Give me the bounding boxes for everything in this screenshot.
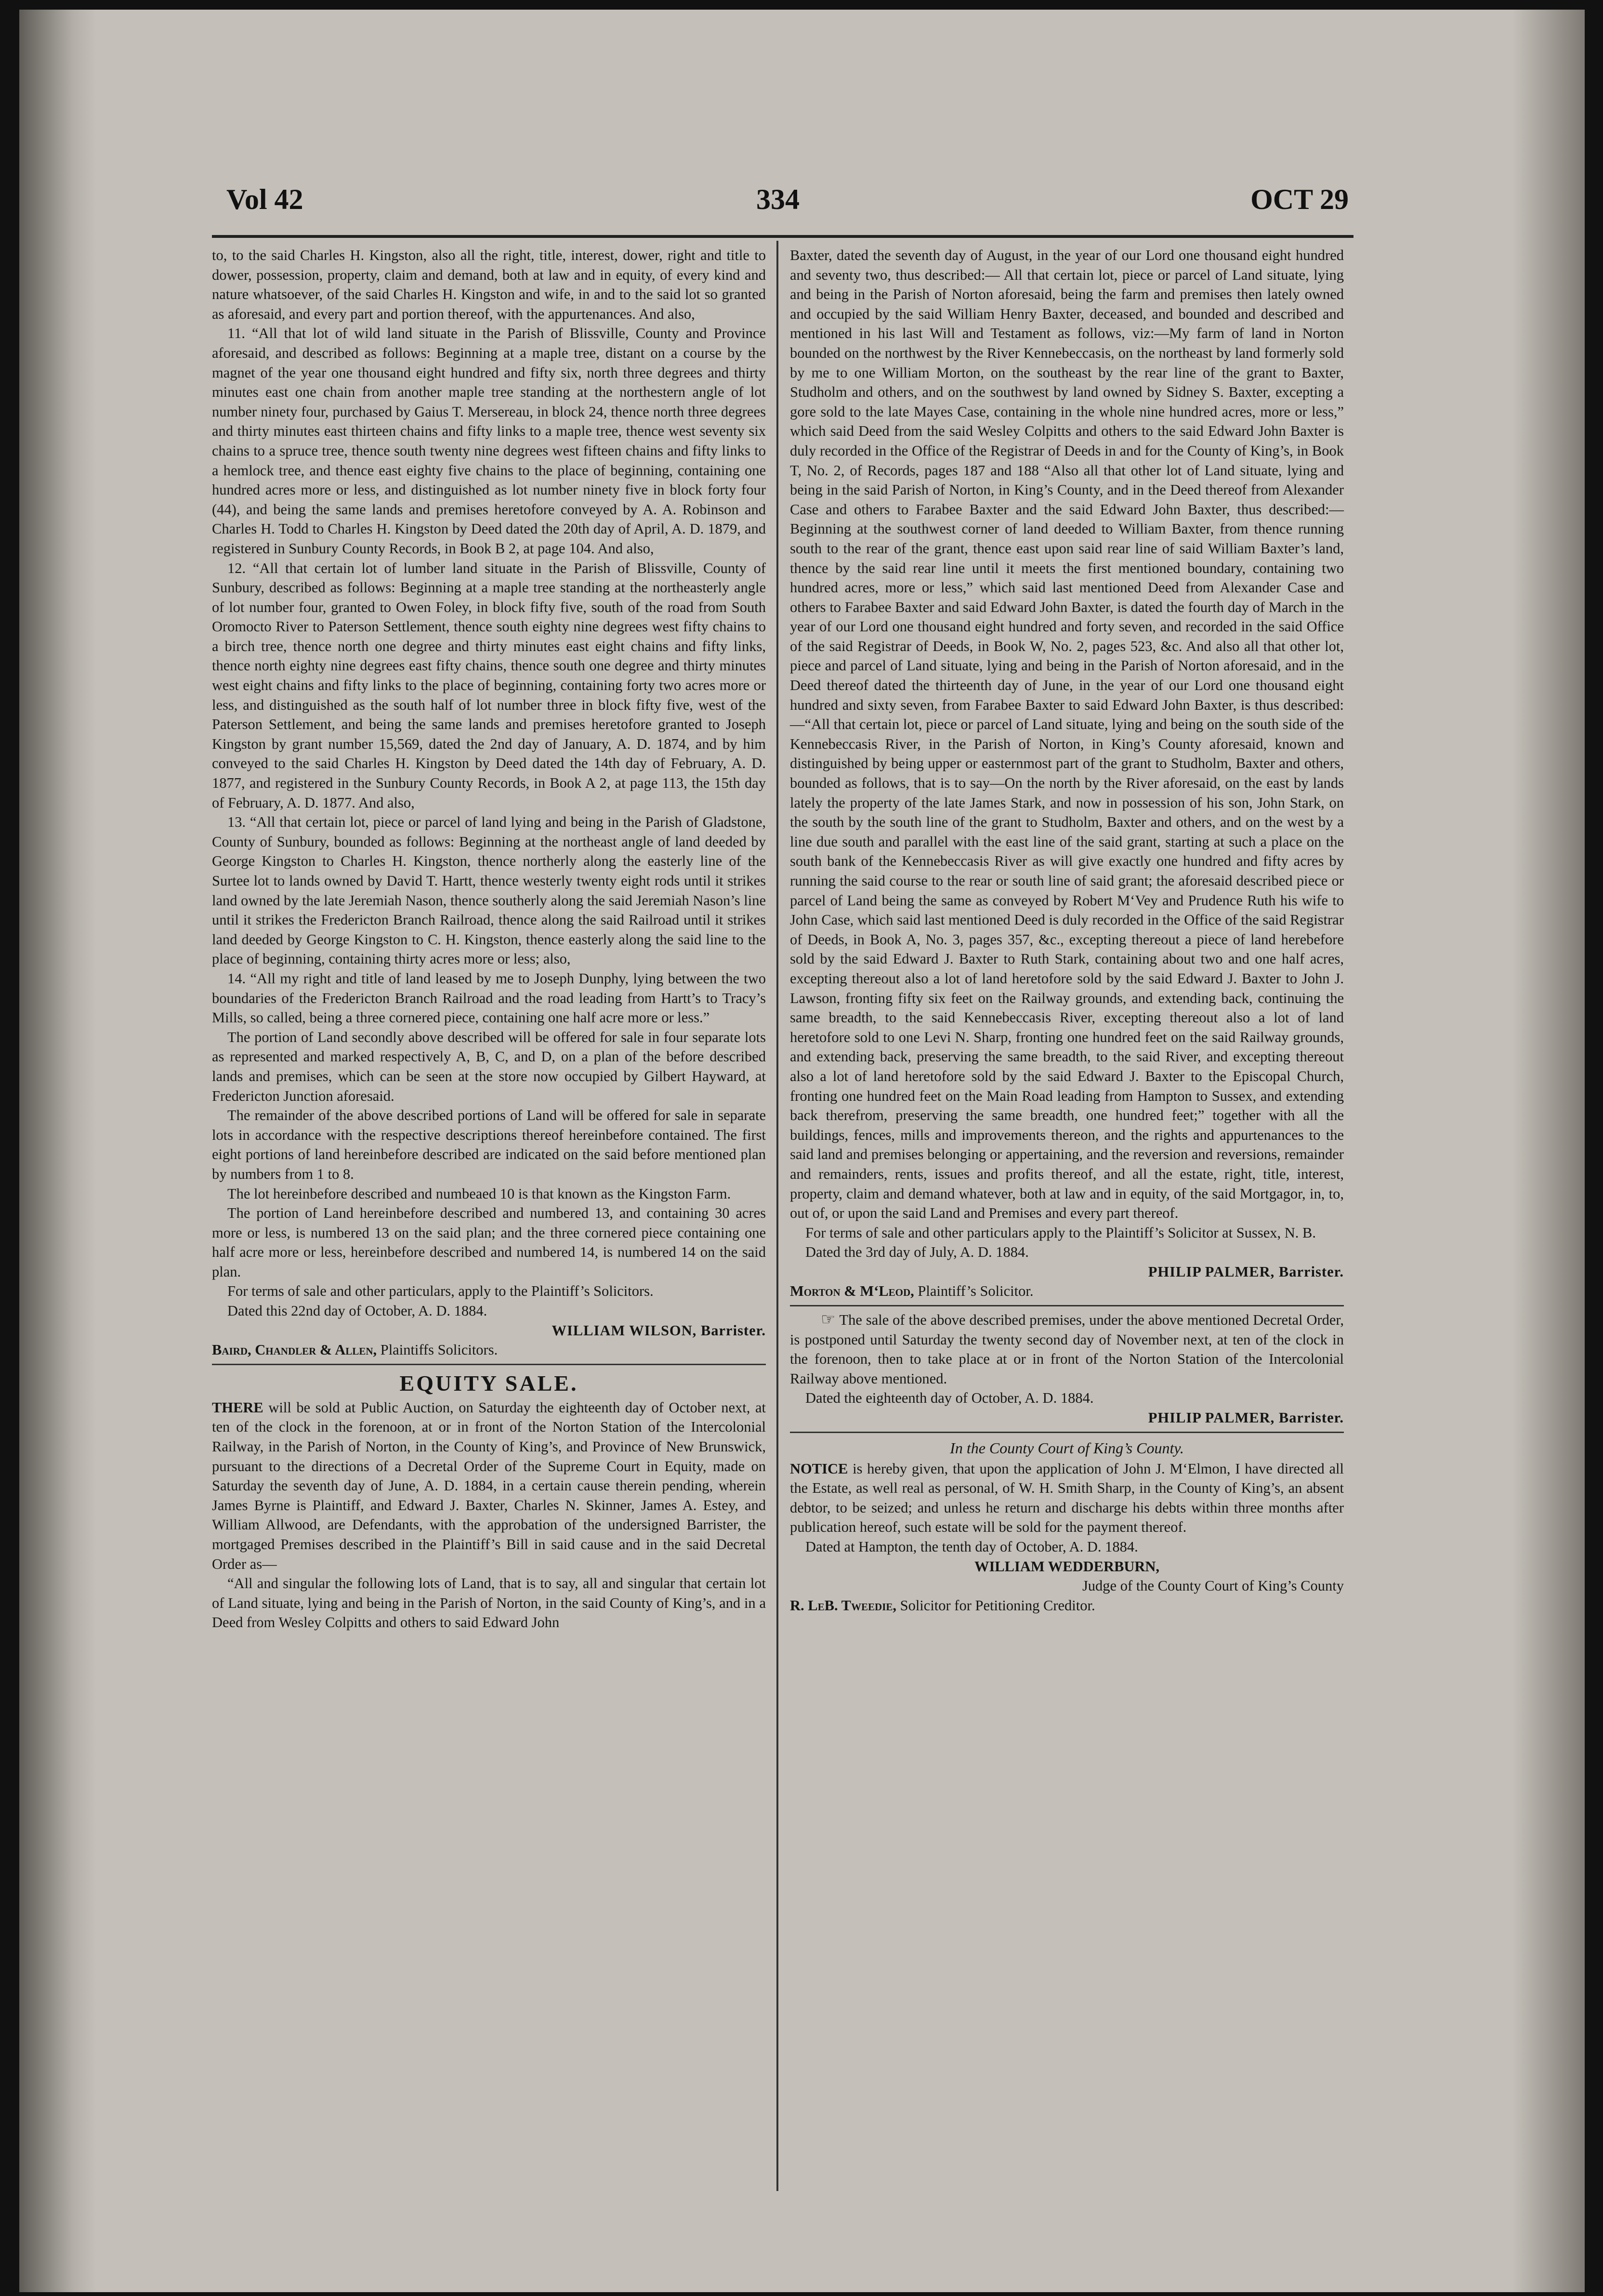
judge-title: Judge of the County Court of King’s County <box>1082 1578 1344 1594</box>
dated-line: Dated the 3rd day of July, A. D. 1884. <box>805 1244 1029 1261</box>
page <box>19 10 1585 2292</box>
equity-sale-heading: EQUITY SALE. <box>399 1370 578 1396</box>
paragraph: 12. “All that certain lot of lumber land situate in the Parish of Blissville, County of Sunbury, described as follows: Beginning at a maple tree standing at the northeasterly angle of lot number four, granted to Owen Foley, in block fifty five, south of the road from South Oromocto River to Paterson Settlement, thence south eighty nine degrees west fifty chains to a birch tree, thence north one degree and thirty minutes east eight chains and fifty links, thence north eighty nine degrees east fifty chains, thence south one degree and thirty minutes west eight chains and fifty links to the place of beginning, containing forty two acres more or less, and distinguished as the south half of lot number three in block fifty five, west of the Paterson Settlement, and being the same lands and premises heretofore granted to Joseph Kingston by grant number 15,569, dated the 2nd day of January, A. D. 1874, and by him conveyed to the said Charles H. Kingston by Deed dated the 14th day of February, A. D. 1877, and registered in the Sunbury County Records, in Book A 2, at page 113, the 15th day of February, A. D. 1877. And also, <box>212 560 766 811</box>
section-rule <box>212 1364 766 1365</box>
solicitor-line <box>790 1596 1344 1616</box>
volume-label: Vol 42 <box>226 183 303 215</box>
pointing-hand-icon: ☞ <box>821 1311 836 1329</box>
header-rule <box>212 235 1353 238</box>
lead-word: THERE <box>212 1399 263 1416</box>
spine-shadow <box>19 10 96 2292</box>
paragraph-text: The sale of the above described premises, under the above mentioned Decretal Order, is postponed until Saturday the twenty second day of November next, at ten of the clock in the forenoon, then to take place at or in front of the Norton Station of the Intercolonial Railway above mentioned. <box>790 1312 1344 1387</box>
paragraph: to, to the said Charles H. Kingston, also all the right, title, interest, dower, right and title to dower, possession, property, claim and demand, both at law and in equity, of every kind and nature whatsoever, of the said Charles H. Kingston and wife, in and to the said lot so granted as aforesaid, and every part and portion thereof, with the appurtenances. And also, <box>212 247 766 322</box>
solicitor-role: Solicitor for Petitioning Creditor. <box>896 1597 1095 1614</box>
solicitors-name: Baird, Chandler & Allen, <box>212 1342 377 1358</box>
paragraph: The remainder of the above described portions of Land will be offered for sale in separate lots in accordance with the respective descriptions thereof hereinbefore contained. The first eight portions of land hereinbefore described are indicated on the said before mentioned plan by numbers from 1 to 8. <box>212 1107 766 1182</box>
paragraph-text: is hereby given, that upon the application of John J. M‘Elmon, I have directed all the Estate, as well real as personal, of W. H. Smith Sharp, in the County of King’s, an absent debtor, to be seized; and unless he return and discharge his debts within three months after publication hereof, such estate will be sold for the payment thereof. <box>790 1460 1344 1536</box>
barrister-signature: PHILIP PALMER, Barrister. <box>1148 1409 1344 1426</box>
paragraph: “All and singular the following lots of Land, that is to say, all and singular that certain lot of Land situate, lying and being in the Parish of Norton, in the said County of King’s, and in a Deed from Wesley Colpitts and others to said Edward John <box>212 1575 766 1631</box>
column-divider <box>776 241 778 2191</box>
barrister-signature: WILLIAM WILSON, Barrister. <box>552 1322 766 1339</box>
paragraph: Baxter, dated the seventh day of August, in the year of our Lord one thousand eight hundred and seventy two, thus described:— All that certain lot, piece or parcel of Land situate, lying and being in the Parish of Norton aforesaid, being the farm and premises then lately owned and occupied by the said William Henry Baxter, deceased, and bounded and described and mentioned in his last Will and Testament as follows, viz:—My farm of land in Norton bounded on the northwest by the River Kennebeccasis, on the northeast by land formerly sold by me to one William Morton, on the southeast by the rear line of the grant to Baxter, Studholm and others, and on the southwest by land owned by Sidney S. Baxter, excepting a gore sold to the late Mayes Case, containing in the whole nine hundred acres, more or less,” which said Deed from the said Wesley Colpitts and others to the said Edward John Baxter is duly recorded in the Office of the Registrar of Deeds in and for the County of King’s, in Book T, No. 2, of Records, pages 187 and 188 “Also all that other lot of Land situate, lying and being in the said Parish of Norton, in King’s County, and in the Deed thereof from Alexander Case and others to Farabee Baxter and the said Edward John Baxter, thus described:—Beginning at the southwest corner of land deeded to William Baxter, from thence running south to the rear of the grant, thence east upon said rear line of said William Baxter’s land, thence by the said rear line until it meets the first mentioned boundary, containing two hundred acres, more or less,” which said last mentioned Deed from Alexander Case and others to Farabee Baxter and said Edward John Baxter, is dated the fourth day of March in the year of our Lord one thousand eight hundred and forty seven, and recorded in the said Office of the said Registrar of Deeds, in Book W, No. 2, pages 523, &c. And also all that other lot, piece and parcel of Land situate, lying and being in the Parish of Norton aforesaid, and in the Deed thereof dated the thirteenth day of June, in the year of our Lord one thousand eight hundred and sixty seven, from Farabee Baxter to said Edward John Baxter, is thus described:—“All that certain lot, piece or parcel of Land situate, lying and being on the south side of the Kennebeccasis River, in the Parish of Norton, in King’s County aforesaid, known and distinguished by being upper or easternmost part of the grant to Studholm, Baxter and others, bounded as follows, that is to say—On the north by the River aforesaid, on the east by lands lately the property of the late James Stark, and now in possession of his son, John Stark, on the south by the south line of the grant to Studholm, Baxter and others, and on the west by a line due south and parallel with the east line of the said grant, starting at such a place on the south bank of the Kennebeccasis River as will give exactly one hundred and fifty acres by running the said course to the rear or south line of said grant; the aforesaid described piece or parcel of Land being the same as conveyed by Robert M‘Vey and Prudence Ruth his wife to John Case, which said last mentioned Deed is duly recorded in the Office of the said Registrar of Deeds, in Book A, No. 3, pages 357, &c., excepting thereout a piece of land herebefore sold by the said Edward J. Baxter to Ruth Stark, containing about two and one half acres, excepting thereout also a lot of land heretofore sold by the said Edward J. Baxter to John J. Lawson, fronting fifty six feet on the Railway grounds, and extending back, continuing the same breadth, to the said Kennebeccasis River, excepting thereout also a lot of land heretofore sold to one Levi N. Sharp, fronting one hundred feet on the said Railway grounds, and extending back, preserving the same breadth, to the said River, and excepting thereout also a lot of land heretofore sold by the said Edward J. Baxter to the Episcopal Church, fronting one hundred feet on the Main Road leading from Hampton to Sussex, and extending back therefrom, preserving the same breadth, one hundred feet;” together with all the buildings, fences, mills and improvements thereon, and the rights and appurtenances to the said land and premises belonging or appertaining, and the reversion and reversions, remainder and remainders, rents, issues and profits thereof, and all the estate, right, title, interest, property, claim and demand whatever, both at law and in equity, of the said Mortgagor, in, to, out of, or upon the said Land and Premises and every part thereof. <box>790 247 1344 1222</box>
dated-line: Dated the eighteenth day of October, A. D. 1884. <box>805 1390 1094 1407</box>
solicitor-name: R. LeB. Tweedie, <box>790 1597 896 1614</box>
paragraph: The portion of Land hereinbefore described and numbered 13, and containing 30 acres more or less, is numbered 13 on the said plan; and the three cornered piece containing one half acre more or less, hereinbefore described and numbered 14, is numbered 14 on the said plan. <box>212 1205 766 1280</box>
dated-line: Dated this 22nd day of October, A. D. 1884. <box>227 1303 487 1319</box>
paragraph: The portion of Land secondly above described will be offered for sale in four separate lots as represented and marked respectively A, B, C, and D, on a plan of the before described lands and premises, which can be seen at the store now occupied by Gilbert Hayward, at Fredericton Junction aforesaid. <box>212 1029 766 1104</box>
page-number: 334 <box>756 183 800 215</box>
paragraph: 14. “All my right and title of land leased by me to Joseph Dunphy, lying between the two boundaries of the Fredericton Branch Railroad and the road leading from Hartt’s to Tracy’s Mills, so called, being a three cornered piece, containing one half acre more or less.” <box>212 970 766 1026</box>
page-header <box>226 183 1349 231</box>
paragraph <box>212 1398 766 1574</box>
barrister-signature: PHILIP PALMER, Barrister. <box>1148 1263 1344 1280</box>
issue-date: OCT 29 <box>1250 183 1349 215</box>
right-column <box>790 246 1344 1615</box>
left-column <box>212 246 766 1632</box>
dated-line: Dated at Hampton, the tenth day of October, A. D. 1884. <box>805 1539 1138 1555</box>
judge-name: WILLIAM WEDDERBURN, <box>974 1558 1160 1575</box>
paragraph-text: will be sold at Public Auction, on Saturday the eighteenth day of October next, at ten of the clock in the forenoon, at or in front of the Norton Station of the Intercolonial Railway, in the Parish of Norton, in the County of King’s, and Province of New Brunswick, pursuant to the directions of a Decretal Order of the Supreme Court in Equity, made on Saturday the seventh day of June, A. D. 1884, in a certain cause therein pending, wherein James Byrne is Plaintiff, and Edward J. Baxter, Charles N. Skinner, James A. Estey, and William Allwood, are Defendants, with the approbation of the undersigned Barrister, the mortgaged Premises described in the Plaintiff’s Bill in said cause and in the said Decretal Order as— <box>212 1399 766 1572</box>
paragraph: 11. “All that lot of wild land situate in the Parish of Blissville, County and Province aforesaid, and described as follows: Beginning at a maple tree, distant on a course by the magnet of the year one thousand eight hundred and fifty six, north three degrees and thirty minutes east one chain from another maple tree standing at the northestern angle of lot number ninety four, purchased by Gaius T. Mersereau, in block 24, thence north three degrees and thirty minutes east thirteen chains and fifty links to a maple tree, thence west seventy six chains to a spruce tree, thence south twenty nine degrees west fifteen chains and fifty links to a hemlock tree, and thence east eighty five chains to the place of beginning, containing one hundred acres more or less, and distinguished as lot number ninety five in block forty four (44), and being the same lands and premises heretofore conveyed by A. A. Robinson and Charles H. Todd to Charles H. Kingston by Deed dated the 20th day of April, A. D. 1879, and registered in Sunbury County Records, in Book B 2, at page 104. And also, <box>212 325 766 557</box>
lead-word: NOTICE <box>790 1460 848 1477</box>
solicitor-name: Morton & M‘Leod, <box>790 1283 914 1300</box>
paragraph <box>790 1459 1344 1537</box>
section-rule <box>790 1432 1344 1433</box>
solicitor-role: Plaintiff’s Solicitor. <box>914 1283 1034 1300</box>
court-heading: In the County Court of King’s County. <box>950 1439 1184 1457</box>
paragraph: For terms of sale and other particulars, apply to the Plaintiff’s Solicitors. <box>227 1283 654 1300</box>
paragraph: For terms of sale and other particulars apply to the Plaintiff’s Solicitor at Sussex, N. B. <box>805 1224 1316 1241</box>
paragraph <box>790 1310 1344 1388</box>
paragraph: The lot hereinbefore described and numbeaed 10 is that known as the Kingston Farm. <box>227 1185 731 1202</box>
paragraph: 13. “All that certain lot, piece or parcel of land lying and being in the Parish of Gladstone, County of Sunbury, bounded as follows: Beginning at the northeast angle of land deeded by George Kingston to Charles H. Kingston, thence northerly along the easterly line of the Surtee lot to lands owned by David T. Hartt, thence westerly twenty eight rods until it strikes land owned by the late Jeremiah Nason, thence southerly along the said Jeremiah Nason’s line until it strikes the Fredericton Branch Railroad, thence along the said Railroad until it strikes land deeded by George Kingston to C. H. Kingston, thence easterly along the said line to the place of beginning, containing thirty acres more or less; also, <box>212 814 766 967</box>
solicitors-role: Plaintiffs Solicitors. <box>380 1342 498 1358</box>
section-rule <box>790 1305 1344 1306</box>
page-edge-shadow <box>1512 10 1585 2292</box>
solicitor-line <box>790 1281 1344 1301</box>
solicitors-line <box>212 1340 766 1360</box>
